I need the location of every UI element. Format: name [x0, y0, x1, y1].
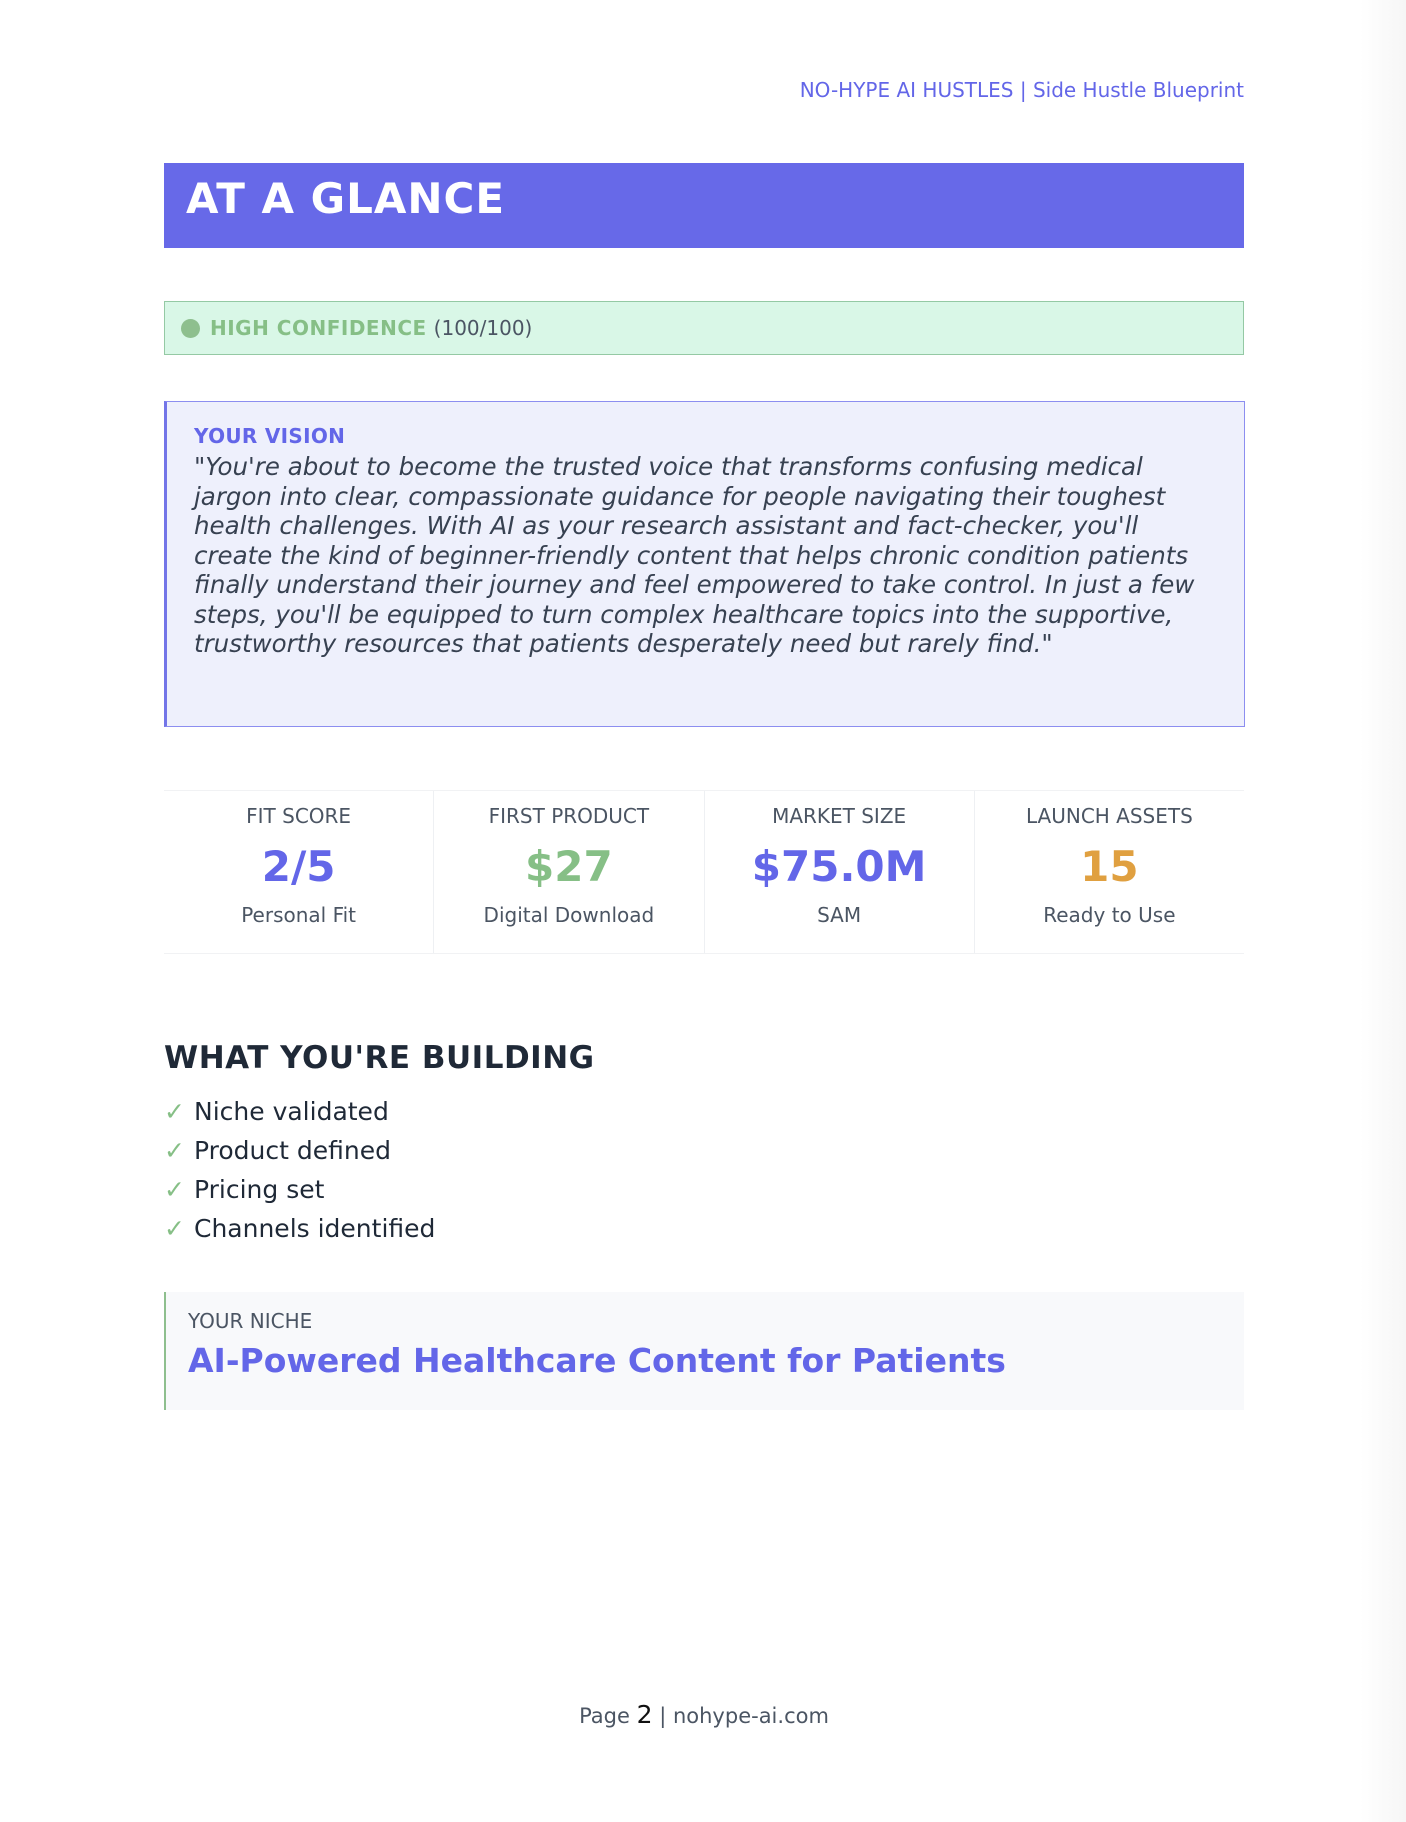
vision-label: YOUR VISION	[194, 424, 346, 448]
confidence-level: HIGH CONFIDENCE	[210, 316, 427, 340]
stat-value: 2/5	[261, 842, 336, 891]
stat-value: 15	[1080, 842, 1139, 891]
checkmark-icon: ✓	[164, 1136, 185, 1165]
niche-box	[164, 1292, 1244, 1410]
running-header: NO-HYPE AI HUSTLES | Side Hustle Blueprint	[799, 78, 1244, 102]
stat-label: FIRST PRODUCT	[488, 804, 650, 828]
stat-market-size	[705, 791, 975, 953]
checkmark-icon: ✓	[164, 1214, 185, 1243]
vision-box	[164, 401, 1245, 727]
stat-launch-assets	[975, 791, 1244, 953]
niche-title: AI-Powered Healthcare Content for Patients	[188, 1341, 1006, 1380]
stat-label: LAUNCH ASSETS	[1025, 804, 1193, 828]
checkmark-icon: ✓	[164, 1097, 185, 1126]
page-number: 2	[636, 1700, 653, 1729]
list-item-text: Niche validated	[194, 1097, 389, 1126]
stat-sublabel: Ready to Use	[1043, 903, 1176, 927]
niche-label: YOUR NICHE	[188, 1309, 313, 1333]
stat-label: MARKET SIZE	[772, 804, 907, 828]
vision-quote: "You're about to become the trusted voice that transforms confusing medical jargon into clear, compassionate guidance for people navigating their toughest health challenges. With AI as your research assistant and fact-checker, you'll create the kind of beginner-friendly content that helps chronic condition patients finally understand their journey and feel empowered to take control. In just a few steps, you'll be equipped to turn complex healthcare topics into the supportive, trustworthy resources that patients desperately need but rarely find."	[194, 452, 1195, 658]
stats-row	[164, 790, 1244, 954]
stat-value: $75.0M	[751, 842, 927, 891]
footer-separator: |	[659, 1704, 667, 1728]
checkmark-icon: ✓	[164, 1175, 185, 1204]
stat-sublabel: SAM	[817, 903, 862, 927]
stat-sublabel: Personal Fit	[241, 903, 357, 927]
stat-label: FIT SCORE	[246, 804, 352, 828]
confidence-banner	[164, 301, 1244, 355]
building-checklist	[164, 1092, 435, 1248]
list-item-text: Pricing set	[194, 1175, 325, 1204]
section-title-bar	[164, 163, 1244, 248]
list-item	[164, 1209, 435, 1248]
stat-sublabel: Digital Download	[483, 903, 655, 927]
list-item	[164, 1131, 435, 1170]
section-title: AT A GLANCE	[186, 174, 506, 223]
confidence-dot-icon	[181, 319, 200, 338]
building-heading: WHAT YOU'RE BUILDING	[164, 1040, 595, 1076]
footer-site: nohype-ai.com	[672, 1704, 829, 1728]
page-word: Page	[579, 1704, 630, 1728]
list-item-text: Channels identified	[194, 1214, 436, 1243]
stat-fit-score	[164, 791, 434, 953]
page-footer	[164, 1700, 1244, 1729]
stat-value: $27	[525, 842, 613, 891]
list-item-text: Product defined	[194, 1136, 391, 1165]
stat-first-product	[434, 791, 704, 953]
list-item	[164, 1170, 435, 1209]
list-item	[164, 1092, 435, 1131]
confidence-score: (100/100)	[433, 316, 533, 340]
